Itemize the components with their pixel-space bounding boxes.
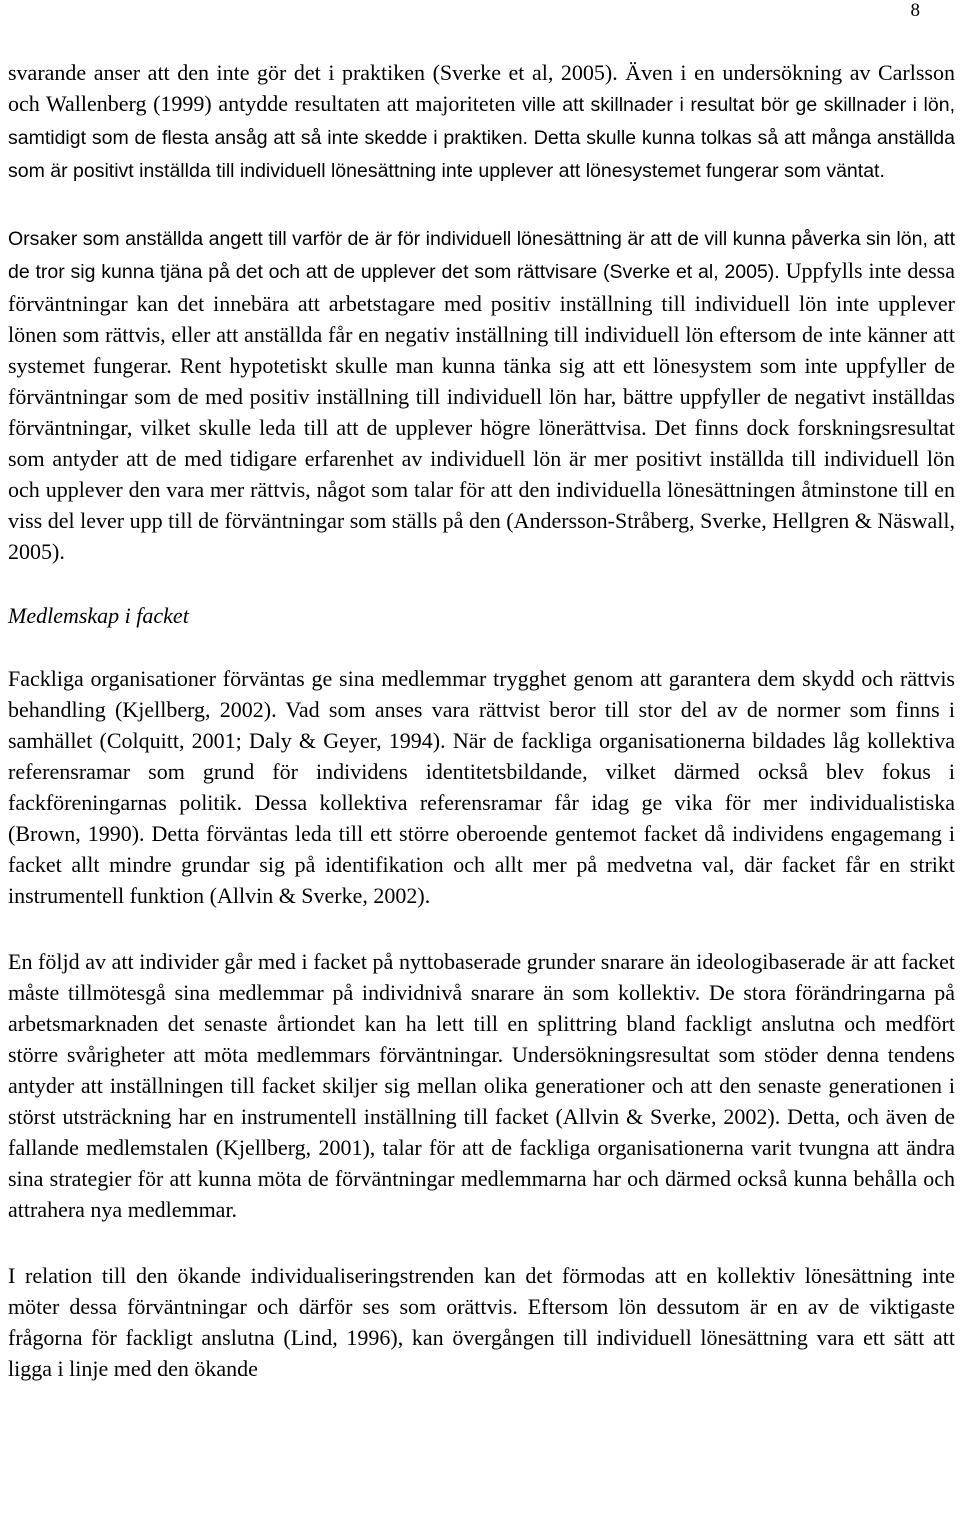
document-body bbox=[8, 57, 955, 1384]
paragraph-4: En följd av att individer går med i facket på nyttobaserade grunder snarare än ideologibaserade är att facket måste tillmötesgå sina medlemmar på individnivå snarare än som kollektiv. De stora förändringarna på arbetsmarknaden det senaste årtiondet kan ha lett till en splittring bland fackligt anslutna och medfört större svårigheter att möta medlemmars förväntningar. Undersökningsresultat som stöder denna tendens antyder att inställningen till facket skiljer sig mellan olika generationer och att den senaste generationen i störst utsträckning har en instrumentell inställning till facket (Allvin & Sverke, 2002). Detta, och även de fallande medlemstalen (Kjellberg, 2001), talar för att de fackliga organisationerna varit tvungna att ändra sina strategier för att kunna möta de förväntningar medlemmarna har och därmed också kunna behålla och attrahera nya medlemmar. bbox=[8, 949, 955, 1222]
paragraph-1-sans-part: ville att skillnader i resultat bör ge skillnader i lön, samtidigt som de flesta ansåg att så inte skedde i praktiken. Detta skulle kunna tolkas så att många anställda som är positivt inställda till individuell lönesättning inte upplever att lönesystemet fungerar som väntat. bbox=[8, 94, 955, 182]
paragraph-1-serif-part: svarande anser att den inte gör det i praktiken (Sverke et al, 2005). Även i en undersökning av Carlsson och Wallenberg (1999) antydde resultaten att majoriteten bbox=[8, 60, 955, 116]
paragraph-1 bbox=[8, 57, 955, 187]
paragraph-2-sans-part: Orsaker som anställda angett till varför de är för individuell lönesättning är att de vill kunna påverka sin lön, att de tror sig kunna tjäna på det och att de upplever det som rättvisare (Sverke et al, 2005). bbox=[8, 228, 955, 283]
page-number: 8 bbox=[910, 0, 920, 21]
section-heading: Medlemskap i facket bbox=[8, 603, 189, 628]
paragraph-2 bbox=[8, 222, 955, 567]
paragraph-5: I relation till den ökande individualiseringstrenden kan det förmodas att en kollektiv lönesättning inte möter dessa förväntningar och därför ses som orättvis. Eftersom lön dessutom är en av de viktigaste frågorna för fackligt anslutna (Lind, 1996), kan övergången till individuell lönesättning vara ett sätt att ligga i linje med den ökande bbox=[8, 1263, 955, 1381]
paragraph-3: Fackliga organisationer förväntas ge sina medlemmar trygghet genom att garantera dem skydd och rättvis behandling (Kjellberg, 2002). Vad som anses vara rättvist beror till stor del av de normer som finns i samhället (Colquitt, 2001; Daly & Geyer, 1994). När de fackliga organisationerna bildades låg kollektiva referensramar som grund för individens identitetsbildande, vilket därmed också blev fokus i fackföreningarnas politik. Dessa kollektiva referensramar får idag ge vika för mer individualistiska (Brown, 1990). Detta förväntas leda till ett större oberoende gentemot facket då individens engagemang i facket allt mindre grundar sig på identifikation och allt mer på medvetna val, där facket får en strikt instrumentell funktion (Allvin & Sverke, 2002). bbox=[8, 666, 955, 908]
paragraph-2-serif-part: Uppfylls inte dessa förväntningar kan det innebära att arbetstagare med positiv inställning till individuell lön inte upplever lönen som rättvis, eller att anställda får en negativ inställning till individuell lön eftersom de inte känner att systemet fungerar. Rent hypotetiskt skulle man kunna tänka sig att ett lönesystem som inte uppfyller de förväntningar som de med positiv inställning till individuell lön har, bättre uppfyller de negativt inställdas förväntningar, vilket skulle leda till att de upplever högre lönerättvisa. Det finns dock forskningsresultat som antyder att de med tidigare erfarenhet av individuell lön är mer positivt inställda till individuell lön och upplever den vara mer rättvis, något som talar för att den individuella lönesättningen åtminstone till en viss del lever upp till de förväntningar som ställs på den (Andersson-Stråberg, Sverke, Hellgren & Näswall, 2005). bbox=[8, 258, 955, 564]
